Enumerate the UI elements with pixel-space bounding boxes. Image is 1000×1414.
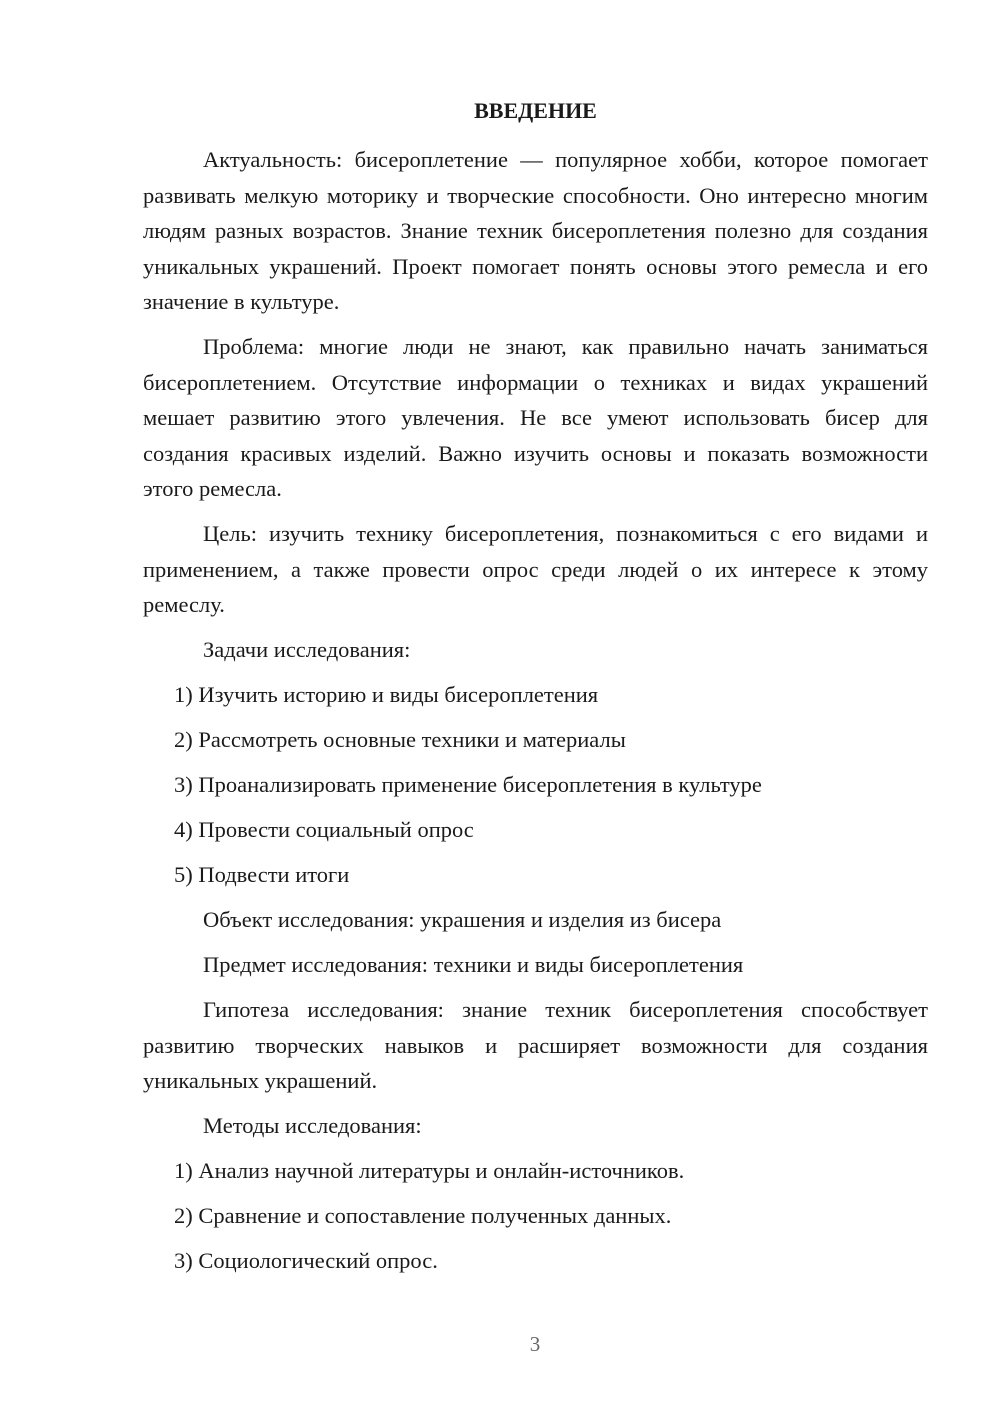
task-item: 2) Рассмотреть основные техники и материалы: [174, 727, 626, 752]
tasks-heading: Задачи исследования:: [203, 637, 411, 662]
task-item: 3) Проанализировать применение бисероплетения в культуре: [174, 772, 762, 797]
method-item: 3) Социологический опрос.: [174, 1248, 438, 1273]
relevance-paragraph: Актуальность: бисероплетение — популярное хобби, которое помогает развивать мелкую моторику и творческие способности. Оно интересно многим людям разных возрастов. Знание техник бисероплетения полезно для создания уникальных украшений. Проект помогает понять основы этого ремесла и его значение в культуре.: [143, 147, 928, 314]
method-item: 1) Анализ научной литературы и онлайн-источников.: [174, 1158, 685, 1183]
page-number: 3: [529, 1332, 541, 1356]
document-body: [143, 142, 928, 1288]
task-item: 5) Подвести итоги: [174, 862, 350, 887]
goal-paragraph: Цель: изучить технику бисероплетения, познакомиться с его видами и применением, а также провести опрос среди людей о их интересе к этому ремеслу.: [143, 521, 928, 617]
methods-heading: Методы исследования:: [203, 1113, 422, 1138]
object-paragraph: Объект исследования: украшения и изделия из бисера: [203, 907, 722, 932]
section-heading: ВВЕДЕНИЕ: [474, 98, 597, 123]
task-item: 4) Провести социальный опрос: [174, 817, 474, 842]
subject-paragraph: Предмет исследования: техники и виды бисероплетения: [203, 952, 744, 977]
problem-paragraph: Проблема: многие люди не знают, как правильно начать заниматься бисероплетением. Отсутствие информации о техниках и видах украшений мешает развитию этого увлечения. Не все умеют использовать бисер для создания красивых изделий. Важно изучить основы и показать возможности этого ремесла.: [143, 334, 928, 501]
task-item: 1) Изучить историю и виды бисероплетения: [174, 682, 599, 707]
hypothesis-paragraph: Гипотеза исследования: знание техник бисероплетения способствует развитию творческих навыков и расширяет возможности для создания уникальных украшений.: [143, 997, 928, 1093]
method-item: 2) Сравнение и сопоставление полученных данных.: [174, 1203, 672, 1228]
